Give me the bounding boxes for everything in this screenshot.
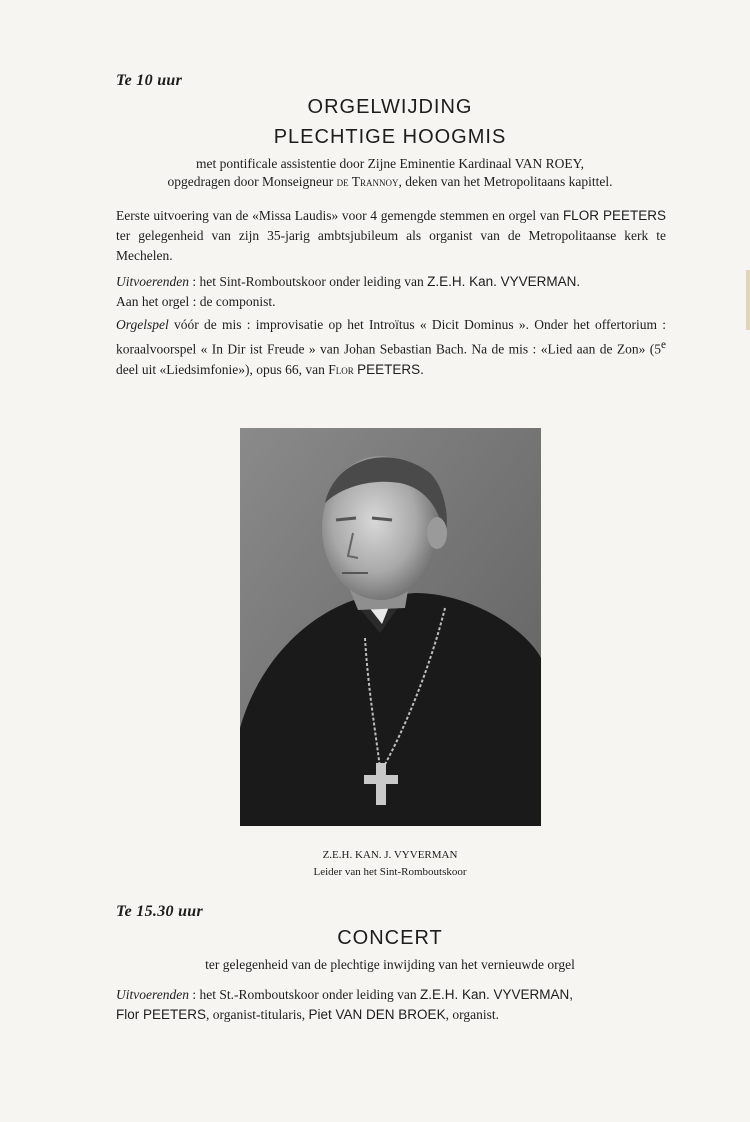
photo-caption-name: Z.E.H. KAN. J. VYVERMAN — [322, 849, 458, 861]
section2-name3: Piet VAN DEN BROEK — [308, 1007, 446, 1022]
section2-time: Te 15.30 uur — [116, 903, 204, 920]
section2-sub: ter gelegenheid van de plechtige inwijding van het vernieuwde orgel — [205, 957, 575, 972]
para3-label: Orgelspel — [116, 317, 169, 332]
section2-text-a: : het St.-Romboutskoor onder leiding van — [188, 987, 420, 1002]
section1-sub-line1: met pontificale assistentie door Zijne Eminentie Kardinaal VAN ROEY, — [195, 156, 585, 171]
sub2-text-b: , deken van het Metropolitaans kapittel. — [398, 174, 613, 189]
para3-name1: Flor — [328, 361, 354, 377]
para1-text-a: Eerste uitvoering van de «Missa Laudis» voor 4 gemengde stemmen en orgel van — [116, 208, 563, 223]
page-edge-mark — [746, 270, 750, 330]
para3-text-b: deel uit «Liedsimfonie»), opus 66, van — [116, 361, 329, 377]
portrait-photo — [240, 428, 541, 826]
para1-text-b: ter gelegenheid van zijn 35-jarig ambtsjubileum als organist van de Metropolitaanse kerk te Mechelen. — [116, 228, 666, 263]
section2-label: Uitvoerenden — [116, 987, 189, 1002]
portrait-illustration — [240, 428, 541, 826]
section2-title: CONCERT — [337, 927, 443, 949]
section2-name2: Flor PEETERS — [116, 1007, 207, 1022]
section1-paragraph-1 — [116, 206, 666, 266]
photo-caption-role: Leider van het Sint-Romboutskoor — [313, 866, 467, 878]
section1-paragraph-3 — [116, 315, 666, 380]
para2-text-a: : het Sint-Romboutskoor onder leiding van — [188, 274, 428, 289]
section1-title: ORGELWIJDING — [307, 96, 473, 118]
sub2-text-a: opgedragen door Monseigneur — [167, 174, 337, 189]
para2-name: Z.E.H. Kan. VYVERMAN. — [427, 274, 581, 289]
section1-subtitle: PLECHTIGE HOOGMIS — [273, 126, 507, 148]
section1-paragraph-2 — [116, 272, 666, 312]
para3-sup: e — [661, 339, 666, 351]
section2-name1: Z.E.H. Kan. VYVERMAN, — [419, 987, 574, 1002]
para3-text-a: vóór de mis : improvisatie op het Introïtus « Dicit Dominus ». Onder het offertorium : koraalvoorspel « In Dir ist Freude » van Johan Sebastian Bach. Na de mis : «Lied aan de Zon» (5 — [116, 317, 666, 357]
section1-time: Te 10 uur — [116, 72, 183, 89]
section2-text-c: , organist. — [445, 1007, 499, 1022]
section2-paragraph — [116, 985, 666, 1025]
para3-name2: PEETERS. — [357, 361, 424, 377]
section2-text-b: , organist-titularis, — [206, 1007, 309, 1022]
para2-label: Uitvoerenden — [116, 274, 189, 289]
para1-name: FLOR PEETERS — [562, 208, 666, 223]
para2-text-b: Aan het orgel : de componist. — [116, 294, 276, 309]
sub2-name: de Trannoy — [336, 174, 399, 189]
section1-sub-line2 — [0, 174, 750, 190]
